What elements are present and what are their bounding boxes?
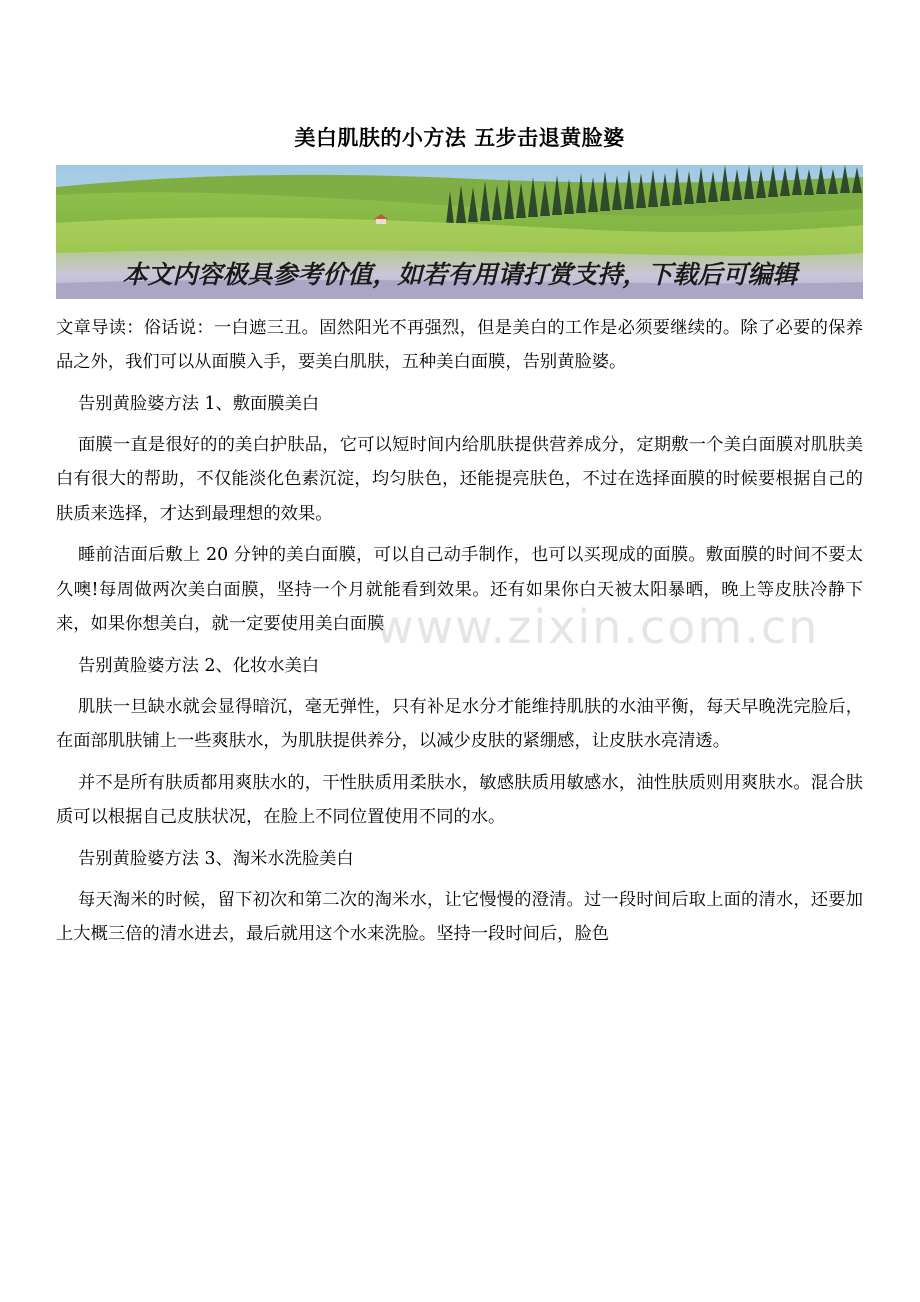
paragraph: 睡前洁面后敷上 20 分钟的美白面膜，可以自己动手制作，也可以买现成的面膜。敷面膜的时间不要太久噢!每周做两次美白面膜，坚持一个月就能看到效果。还有如果你白天被太阳暴晒，晚上等皮肤冷静下来，如果你想美白，就一定要使用美白面膜 bbox=[56, 545, 863, 635]
document-title: 美白肌肤的小方法 五步击退黄脸婆 bbox=[294, 125, 625, 150]
paragraph: 文章导读：俗话说：一白遮三丑。固然阳光不再强烈，但是美白的工作是必须要继续的。除了必要的保养品之外，我们可以从面膜入手，要美白肌肤，五种美白面膜，告别黄脸婆。 bbox=[56, 318, 863, 373]
document-body bbox=[56, 311, 863, 959]
banner-image bbox=[56, 165, 863, 299]
paragraph: 并不是所有肤质都用爽肤水的，干性肤质用柔肤水，敏感肤质用敏感水，油性肤质则用爽肤水。混合肤质可以根据自己皮肤状况，在脸上不同位置使用不同的水。 bbox=[56, 772, 863, 828]
section-heading: 告别黄脸婆方法 2、化妆水美白 bbox=[77, 656, 320, 677]
section-heading: 告别黄脸婆方法 1、敷面膜美白 bbox=[77, 394, 320, 415]
paragraph: 肌肤一旦缺水就会显得暗沉，毫无弹性，只有补足水分才能维持肌肤的水油平衡，每天早晚洗完脸后，在面部肌肤铺上一些爽肤水，为肌肤提供养分，以减少皮肤的紧绷感，让皮肤水亮清透。 bbox=[56, 696, 863, 751]
paragraph: 面膜一直是很好的的美白护肤品，它可以短时间内给肌肤提供营养成分，定期敷一个美白面膜对肌肤美白有很大的帮助，不仅能淡化色素沉淀，均匀肤色，还能提亮肤色，不过在选择面膜的时候要根据自己的肤质来选择，才达到最理想的效果。 bbox=[56, 434, 863, 524]
banner-caption: 本文内容极具参考价值，如若有用请打赏支持，下载后可编辑 bbox=[122, 260, 798, 289]
section-heading: 告别黄脸婆方法 3、淘米水洗脸美白 bbox=[77, 849, 354, 870]
paragraph: 每天淘米的时候，留下初次和第二次的淘米水，让它慢慢的澄清。过一段时间后取上面的清水，还要加上大概三倍的清水进去，最后就用这个水来洗脸。坚持一段时间后，脸色 bbox=[56, 889, 863, 944]
watermark: www.zixin.com.cn bbox=[376, 600, 820, 654]
